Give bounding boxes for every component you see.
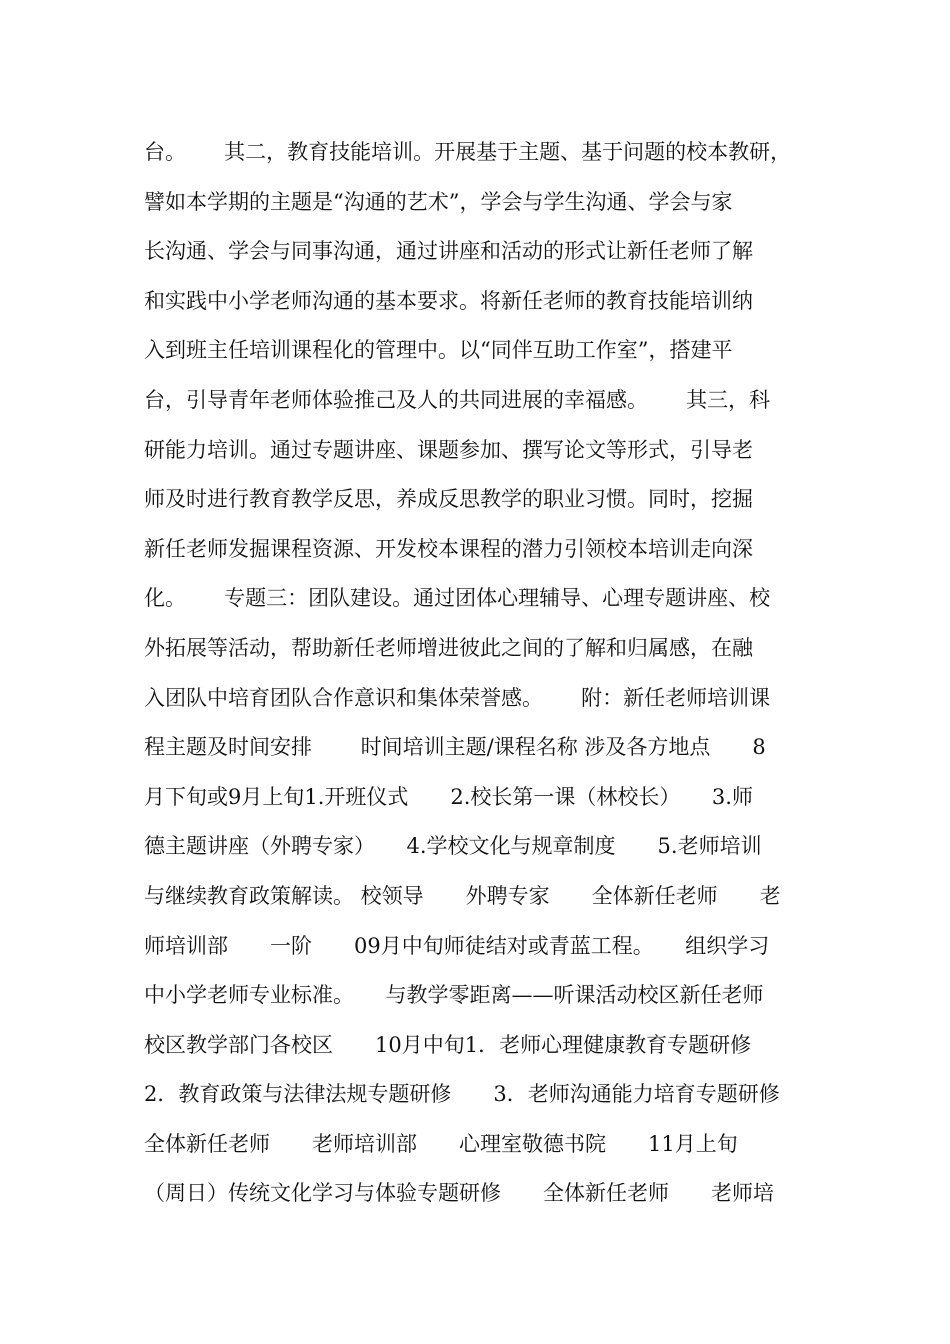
text-line: 台。 其二，教育技能培训。开展基于主题、基于问题的校本教研，: [144, 140, 792, 164]
text-line: 2．教育政策与法律法规专题研修 3．老师沟通能力培育专题研修: [144, 1082, 780, 1107]
text-line: 长沟通、学会与同事沟通，通过讲座和活动的形式让新任老师了解: [144, 239, 753, 264]
text-line: 与继续教育政策解读。 校领导 外聘专家 全体新任老师 老: [144, 883, 781, 908]
text-line: 全体新任老师 老师培训部 心理室敬德书院 11月上旬: [144, 1131, 738, 1156]
text-line: 研能力培训。通过专题讲座、课题参加、撰写论文等形式，引导老: [144, 437, 753, 462]
text-line: 台，引导青年老师体验推己及人的共同进展的幸福感。 其三，科: [144, 387, 771, 412]
text-line: 师及时进行教育教学反思，养成反思教学的职业习惯。同时，挖掘: [144, 487, 753, 512]
text-line: 校区教学部门各校区 10月中旬1．老师心理健康教育专题研修: [144, 1032, 752, 1057]
text-line: 新任老师发掘课程资源、开发校本课程的潜力引领校本培训走向深: [144, 536, 753, 561]
text-line: 譬如本学期的主题是“沟通的艺术”，学会与学生沟通、学会与家: [144, 189, 733, 214]
text-line: 和实践中小学老师沟通的基本要求。将新任老师的教育技能培训纳: [144, 288, 753, 313]
text-line: 师培训部 一阶 09月中旬师徒结对或青蓝工程。 组织学习: [144, 933, 770, 958]
text-line: 程主题及时间安排 时间培训主题/课程名称 涉及各方地点 8: [144, 735, 766, 760]
text-line: （周日）传统文化学习与体验专题研修 全体新任老师 老师培: [144, 1181, 774, 1206]
text-line: 外拓展等活动，帮助新任老师增进彼此之间的了解和归属感，在融: [144, 635, 753, 660]
text-line: 中小学老师专业标准。 与教学零距离——听课活动校区新任老师: [144, 983, 764, 1008]
body-text: [144, 128, 814, 1219]
text-line: 化。 专题三：团队建设。通过团体心理辅导、心理专题讲座、校: [144, 586, 771, 611]
text-line: 德主题讲座（外聘专家） 4.学校文化与规章制度 5.老师培训: [144, 834, 762, 859]
text-line: 入团队中培育团队合作意识和集体荣誉感。 附：新任老师培训课: [144, 685, 771, 710]
text-line: 入到班主任培训课程化的管理中。以“同伴互助工作室”，搭建平: [144, 338, 733, 363]
text-line: 月下旬或9月上旬1.开班仪式 2.校长第一课（林校长） 3.师: [144, 784, 753, 809]
